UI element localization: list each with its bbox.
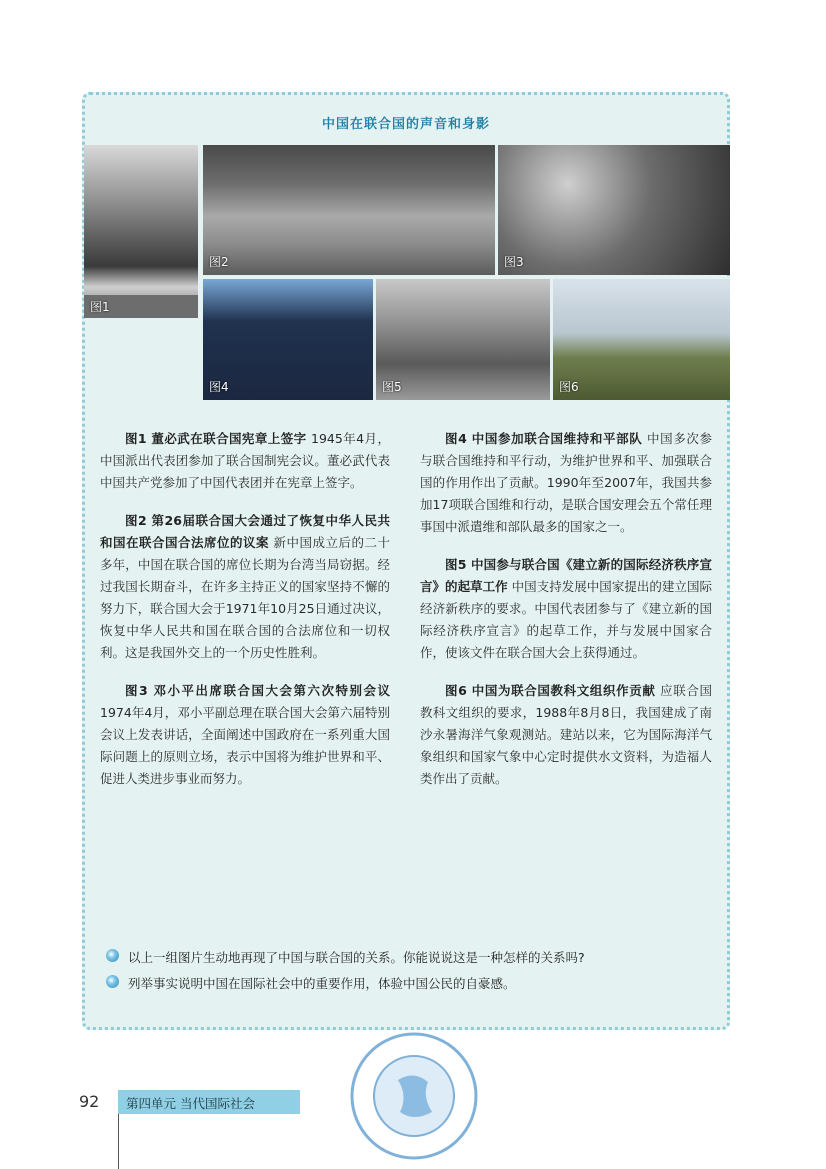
question-item <box>128 974 516 992</box>
fig4-text: 中国多次参与联合国维持和平行动，为维护世界和平、加强联合国的作用作出了贡献。1990年至2007年，我国共参加17项联合国维和行动，是联合国安理会五个常任理事国中派遣维和部队最多的国家之一。 <box>420 431 712 534</box>
fig2-text: 新中国成立后的二十多年，中国在联合国的席位长期为台湾当局窃据。经过我国长期奋斗，在许多主持正义的国家坚持不懈的努力下，联合国大会于1971年10月25日通过决议，恢复中华人民共和国在联合国的合法席位和一切权利。这是我国外交上的一个历史性胜利。 <box>100 535 390 660</box>
fig5-text: 中国支持发展中国家提出的建立国际经济新秩序的要求。中国代表团参与了《建立新的国际经济秩序宣言》的起草工作，并与发展中国家合作，使该文件在联合国大会上获得通过。 <box>420 579 712 660</box>
fig1-title: 图1 董必武在联合国宪章上签字 <box>125 431 307 446</box>
photo-fig6 <box>553 279 730 400</box>
photo-caption: 图5 <box>382 380 402 394</box>
fig5-caption <box>420 554 712 664</box>
caption-column-left <box>100 428 390 806</box>
photo-caption: 图2 <box>209 255 229 269</box>
fig1-text: 1945年4月，中国派出代表团参加了联合国制宪会议。董必武代表中国共产党参加了中国代表团并在宪章上签字。 <box>100 431 390 490</box>
fig2-caption <box>100 510 390 664</box>
fig5-title: 图5 中国参与联合国《建立新的国际经济秩序宣言》的起草工作 <box>420 557 712 594</box>
fig3-title: 图3 邓小平出席联合国大会第六次特别会议 <box>125 683 390 698</box>
bullet-icon <box>106 949 119 962</box>
fig1-caption <box>100 428 390 494</box>
question-item <box>128 948 585 966</box>
photo-fig4 <box>203 279 373 400</box>
photo-caption: 图1 <box>84 295 198 318</box>
fig4-title: 图4 中国参加联合国维持和平部队 <box>445 431 643 446</box>
unit-banner <box>118 1090 300 1114</box>
question-text: 以上一组图片生动地再现了中国与联合国的关系。你能说说这是一种怎样的关系吗? <box>128 950 585 965</box>
caption-column-right <box>420 428 712 806</box>
photo-caption: 图3 <box>504 255 524 269</box>
question-text: 列举事实说明中国在国际社会中的重要作用，体验中国公民的自豪感。 <box>128 976 516 991</box>
photo-fig3 <box>498 145 730 275</box>
photo-caption: 图6 <box>559 380 579 394</box>
fig2-title: 图2 第26届联合国大会通过了恢复中华人民共和国在联合国合法席位的议案 <box>100 513 390 550</box>
bullet-icon <box>106 975 119 988</box>
unit-label: 第四单元 当代国际社会 <box>126 1096 255 1111</box>
photo-fig1 <box>84 145 198 318</box>
fig6-title: 图6 中国为联合国教科文组织作贡献 <box>445 683 656 698</box>
fig6-text: 应联合国教科文组织的要求，1988年8月8日，我国建成了南沙永暑海洋气象观测站。建站以来，它为国际海洋气象组织和国家气象中心定时提供水文资料，为造福人类作出了贡献。 <box>420 683 712 786</box>
panel-title: 中国在联合国的声音和身影 <box>321 117 490 132</box>
watermark-seal-icon <box>348 1030 480 1162</box>
fig3-text: 1974年4月，邓小平副总理在联合国大会第六届特别会议上发表讲话，全面阐述中国政府在一系列重大国际问题上的原则立场，表示中国将为维护世界和平、促进人类进步事业而努力。 <box>100 705 390 786</box>
fig6-caption <box>420 680 712 790</box>
footer-divider <box>118 1114 119 1169</box>
photo-fig2 <box>203 145 495 275</box>
fig3-caption <box>100 680 390 790</box>
page-number: 92 <box>79 1092 100 1111</box>
fig4-caption <box>420 428 712 538</box>
photo-fig5 <box>376 279 550 400</box>
photo-caption: 图4 <box>209 380 229 394</box>
